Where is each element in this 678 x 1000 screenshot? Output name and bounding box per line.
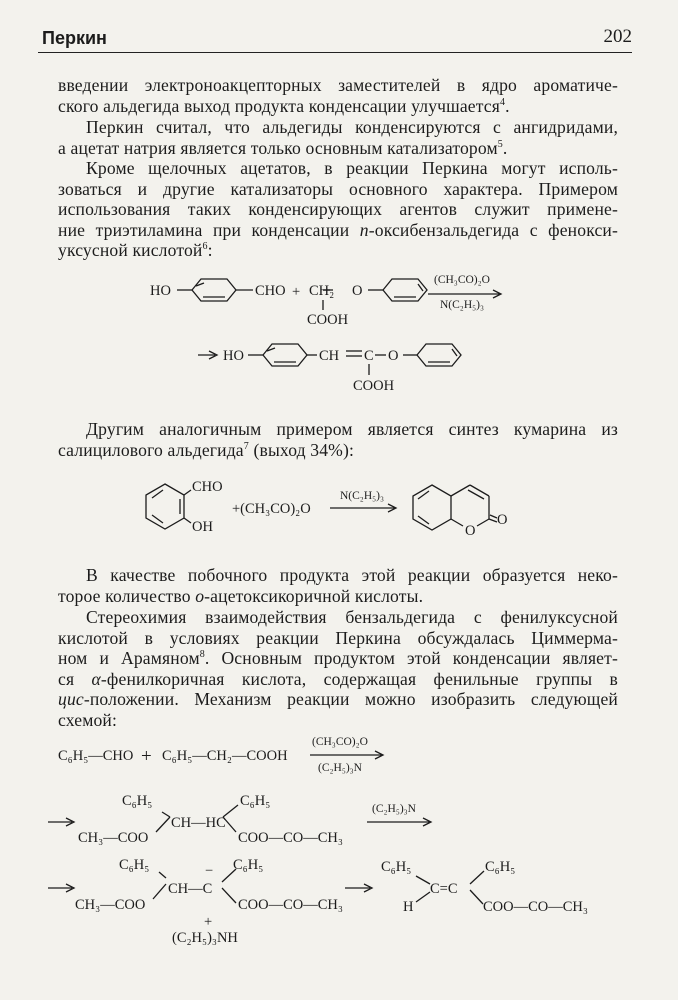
formula-benzaldehyde: C₆H₅—CHO [58, 748, 134, 764]
formula-anhydride-group: COO—CO—CH₃ [238, 897, 343, 913]
reference-marker: 7 [243, 440, 249, 452]
italic-fragment: п [359, 219, 369, 240]
text-fragment: (выход 34%): [248, 439, 355, 460]
text-fragment: уксусной кислотой [58, 240, 203, 261]
bond [222, 888, 236, 903]
italic-fragment: α [91, 668, 101, 689]
text-fragment: ном и Арамяном [58, 648, 200, 669]
formula-phenyl: C₆H₅ [240, 793, 271, 809]
carbonyl-oxygen: O [497, 512, 508, 528]
formula-phenyl: C₆H₅ [485, 859, 516, 875]
formula-anhydride-group: COO—CO—CH₃ [483, 899, 588, 915]
text-fragment: . [502, 137, 508, 158]
formula-o: O [352, 283, 363, 299]
formula-c: C [364, 348, 374, 364]
carbanion-charge: − [205, 863, 214, 879]
formula-ch-c: CH—C [168, 881, 213, 897]
formula-phenyl: C₆H₅ [381, 859, 412, 875]
reagent-acetic-anhydride: +(CH₃CO)₂O [232, 501, 311, 517]
bond [416, 876, 430, 884]
italic-fragment: цис [58, 689, 84, 710]
formula-ho: HO [223, 348, 244, 364]
formula-phenyl: C₆H₅ [119, 857, 150, 873]
formula-cooh: COOH [353, 378, 395, 394]
formula-triethylammonium: (C₂H₅)₃NH [172, 930, 238, 946]
text-fragment: салицилового альдегида [58, 439, 244, 460]
formula-acetoxy: CH₃—COO [78, 830, 149, 846]
text-line: Стереохимия взаимодействия бензальдегида с фенилуксусной [86, 607, 618, 627]
reference-marker: 4 [500, 96, 506, 108]
bond [470, 890, 483, 904]
reagent-bottom: (C₂H₅)₃N [318, 762, 362, 774]
formula-phenyl: C₆H₅ [233, 857, 264, 873]
text-fragment: -оксибензальдегида с фенокси- [368, 219, 618, 240]
text-fragment: а ацетат натрия является только основным катализатором [58, 137, 498, 158]
text-fragment: ся [58, 668, 92, 689]
bond [153, 884, 166, 899]
reference-marker: 8 [199, 649, 205, 661]
text-fragment: : [207, 240, 213, 261]
text-line: Кроме щелочных ацетатов, в реакции Перкина могут исполь- [86, 158, 618, 178]
formula-oh: OH [192, 519, 213, 535]
formula-phenylacetic-acid: C₆H₅—CH₂—COOH [162, 748, 288, 764]
text-fragment: . Основным продуктом этой конденсации являет- [204, 648, 618, 669]
text-fragment: -ацетоксикоричной кислоты. [204, 585, 424, 606]
text-fragment: -фенилкоричная кислота, содержащая фенильные группы в [100, 668, 618, 689]
formula-ch2: CH₂ [309, 283, 335, 299]
text-fragment: торое количество [58, 585, 196, 606]
running-title: Перкин [42, 28, 107, 48]
text-line: Другим аналогичным примером является синтез кумарина из [86, 419, 618, 439]
italic-fragment: о [195, 585, 205, 606]
reagent-bottom: N(C₂H₅)₃ [440, 299, 484, 311]
reagent-top: N(C₂H₅)₃ [340, 490, 384, 502]
bond [162, 812, 170, 817]
text-line: введении электроноакцепторных заместителей в ядро ароматиче- [58, 75, 618, 95]
plus-sign: + [292, 284, 301, 300]
text-line: Перкин считал, что альдегиды конденсируются с ангидридами, [86, 117, 618, 137]
ring-oxygen: O [465, 523, 476, 539]
text-fragment: -положении. Механизм реакции можно изобразить следующей [83, 689, 618, 710]
formula-anhydride-group: COO—CO—CH₃ [238, 830, 343, 846]
plus-sign: + [141, 746, 152, 767]
formula-hydrogen: H [403, 899, 414, 915]
reagent-base: (C₂H₅)₃N [372, 803, 416, 815]
text-fragment: ние триэтиламина при конденсации [58, 219, 360, 240]
formula-c-c: C=C [430, 881, 458, 897]
reference-marker: 5 [497, 138, 503, 150]
reagent-top: (CH₃CO)₂O [434, 274, 490, 286]
cation-charge: + [204, 914, 213, 930]
formula-cho: CHO [255, 283, 286, 299]
text-line: зоваться и другие катализаторы основного характера. Примером [58, 178, 618, 199]
text-line: схемой: [58, 709, 118, 730]
reagent-top: (CH₃CO)₂O [312, 736, 368, 748]
reference-marker: 6 [202, 241, 208, 253]
text-fragment: ского альдегида выход продукта конденсации улучшается [58, 95, 501, 116]
formula-o: O [388, 348, 399, 364]
text-line: использования таких конденсирующих агентов служит примене- [58, 199, 618, 220]
formula-cooh: COOH [307, 312, 349, 328]
formula-phenyl: C₆H₅ [122, 793, 153, 809]
bond [416, 892, 430, 902]
text-line: В качестве побочного продукта этой реакции образуется неко- [86, 565, 618, 585]
bond [159, 872, 166, 878]
formula-ch: CH [319, 348, 340, 364]
formula-ho: HO [150, 283, 171, 299]
text-fragment: . [505, 95, 510, 116]
page-number: 202 [603, 26, 632, 47]
formula-cho: CHO [192, 479, 223, 495]
bond [156, 817, 170, 832]
formula-acetoxy: CH₃—COO [75, 897, 146, 913]
formula-ch-hc: CH—HC [171, 815, 226, 831]
bond [470, 871, 484, 884]
text-line: кислотой в условиях реакции Перкина обсуждалась Циммерма- [58, 627, 618, 648]
